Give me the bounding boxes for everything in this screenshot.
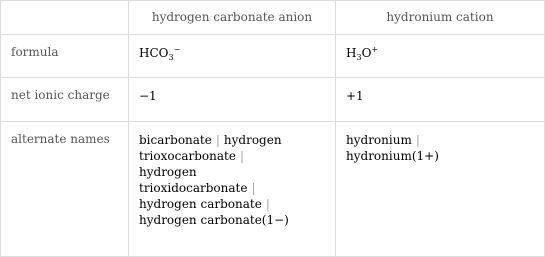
- table-row-formula: [1, 35, 545, 78]
- name-item: hydrogen carbonate(1−): [139, 213, 289, 227]
- column-header-cation: hydronium cation: [386, 10, 494, 24]
- header-row: [1, 1, 545, 35]
- formula-cation-sup: +: [371, 45, 379, 54]
- row-label-charge: net ionic charge: [1, 78, 129, 122]
- names-anion-line-1: [139, 132, 335, 148]
- names-anion-line-6: [139, 212, 335, 228]
- name-item: trioxocarbonate: [139, 149, 236, 163]
- header-empty-cell: [1, 1, 129, 35]
- formula-cation-sub: 3: [356, 53, 362, 62]
- formula-cation-pre: H: [346, 46, 357, 60]
- name-separator: |: [415, 133, 420, 147]
- name-item: hydrogen carbonate: [139, 197, 262, 211]
- name-item: hydrogen: [139, 165, 197, 179]
- charge-anion: −1: [129, 78, 336, 122]
- formula-anion: [129, 35, 336, 78]
- formula-anion-sup: −: [173, 45, 181, 54]
- names-cation-line-1: [346, 132, 544, 148]
- formula-anion-base: HCO: [139, 46, 169, 60]
- row-label-formula: formula: [1, 35, 129, 78]
- name-separator: |: [251, 181, 256, 195]
- formula-cation-mid: O: [361, 46, 372, 60]
- name-separator: |: [239, 149, 244, 163]
- names-cation-line-2: [346, 148, 544, 164]
- charge-cation: +1: [336, 78, 545, 122]
- name-separator: |: [215, 133, 220, 147]
- name-item: trioxidocarbonate: [139, 181, 248, 195]
- name-item: hydronium(1+): [346, 149, 439, 163]
- formula-anion-sub: 3: [168, 53, 174, 62]
- name-item: hydrogen: [223, 133, 282, 147]
- name-item: bicarbonate: [139, 133, 212, 147]
- formula-cation: [336, 35, 545, 78]
- column-header-anion: hydrogen carbonate anion: [151, 10, 313, 24]
- names-anion-line-4: [139, 180, 335, 196]
- name-separator: |: [265, 197, 270, 211]
- names-anion-line-3: [139, 164, 335, 180]
- header-cell-cation: [336, 1, 545, 35]
- header-cell-anion: [129, 1, 336, 35]
- names-anion-line-5: [139, 196, 335, 212]
- row-label-names: alternate names: [1, 122, 129, 257]
- names-anion: [129, 122, 336, 257]
- names-anion-line-2: [139, 148, 335, 164]
- name-item: hydronium: [346, 133, 412, 147]
- names-cation: [336, 122, 545, 257]
- table-row-names: [1, 122, 545, 257]
- table-row-charge: [1, 78, 545, 122]
